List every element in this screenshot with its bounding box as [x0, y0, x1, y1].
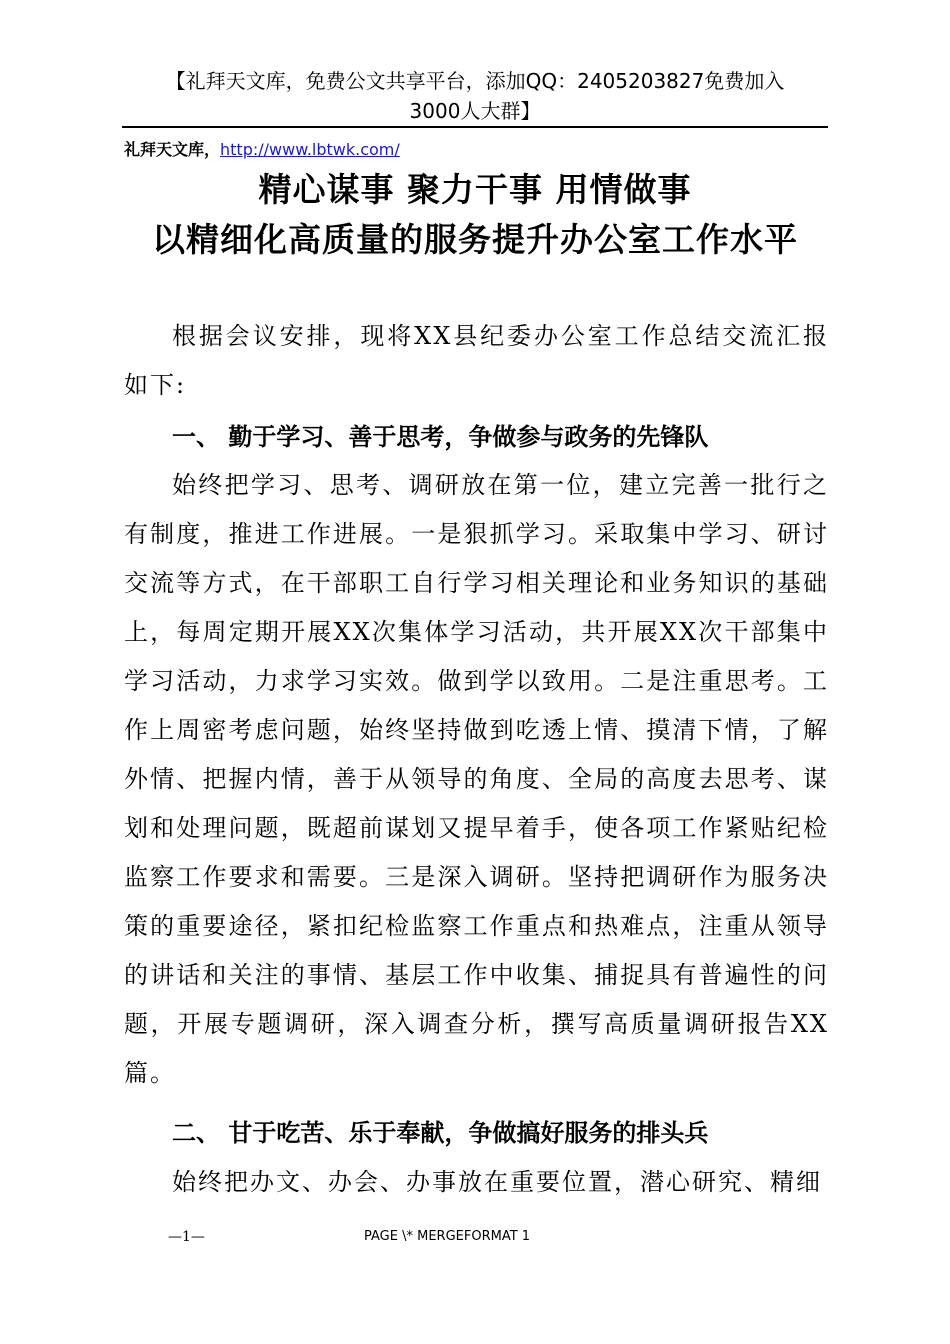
- source-label: 礼拜天文库，: [124, 140, 221, 159]
- section1-heading: 一、 勤于学习、善于思考，争做参与政务的先锋队: [172, 423, 709, 451]
- header-divider: [122, 126, 828, 128]
- intro-paragraph: 根据会议安排，现将XX县纪委办公室工作总结交流汇报如下:: [124, 322, 829, 399]
- section2-paragraph-block: [124, 1158, 829, 1207]
- document-title-line1: 精心谋事 聚力干事 用情做事: [258, 170, 692, 209]
- document-title-line2: 以精细化高质量的服务提升办公室工作水平: [152, 220, 798, 259]
- page-field-code: PAGE \* MERGEFORMAT 1: [364, 1229, 531, 1244]
- intro-paragraph-block: [124, 312, 829, 410]
- section1-paragraph-block: [124, 461, 829, 1098]
- section1-paragraph: 始终把学习、思考、调研放在第一位，建立完善一批行之有制度，推进工作进展。一是狠抓学习。采取集中学习、研讨交流等方式，在干部职工自行学习相关理论和业务知识的基础上，每周定期开展XX次集体学习活动，共开展XX次干部集中学习活动，力求学习实效。做到学以致用。二是注重思考。工作上周密考虑问题，始终坚持做到吃透上情、摸清下情，了解外情、把握内情，善于从领导的角度、全局的高度去思考、谋划和处理问题，既超前谋划又提早着手，使各项工作紧贴纪检监察工作要求和需要。三是深入调研。坚持把调研作为服务决策的重要途径，紧扣纪检监察工作重点和热难点，注重从领导的讲话和关注的事情、基层工作中收集、捕捉具有普遍性的问题，开展专题调研，深入调查分析，撰写高质量调研报告XX篇。: [124, 471, 829, 1087]
- source-link[interactable]: http://www.lbtwk.com/: [220, 140, 400, 159]
- header-banner-line2: 3000人大群】: [409, 99, 541, 123]
- header-banner-line1: 【礼拜天文库，免费公文共享平台，添加QQ：2405203827免费加入: [165, 69, 785, 93]
- section2-paragraph: 始终把办文、办会、办事放在重要位置，潜心研究、精细: [172, 1168, 822, 1196]
- page-number: —1—: [168, 1229, 205, 1245]
- source-line: [124, 139, 400, 161]
- header-banner: [110, 66, 840, 126]
- section2-heading: 二、 甘于吃苦、乐于奉献，争做搞好服务的排头兵: [172, 1119, 709, 1147]
